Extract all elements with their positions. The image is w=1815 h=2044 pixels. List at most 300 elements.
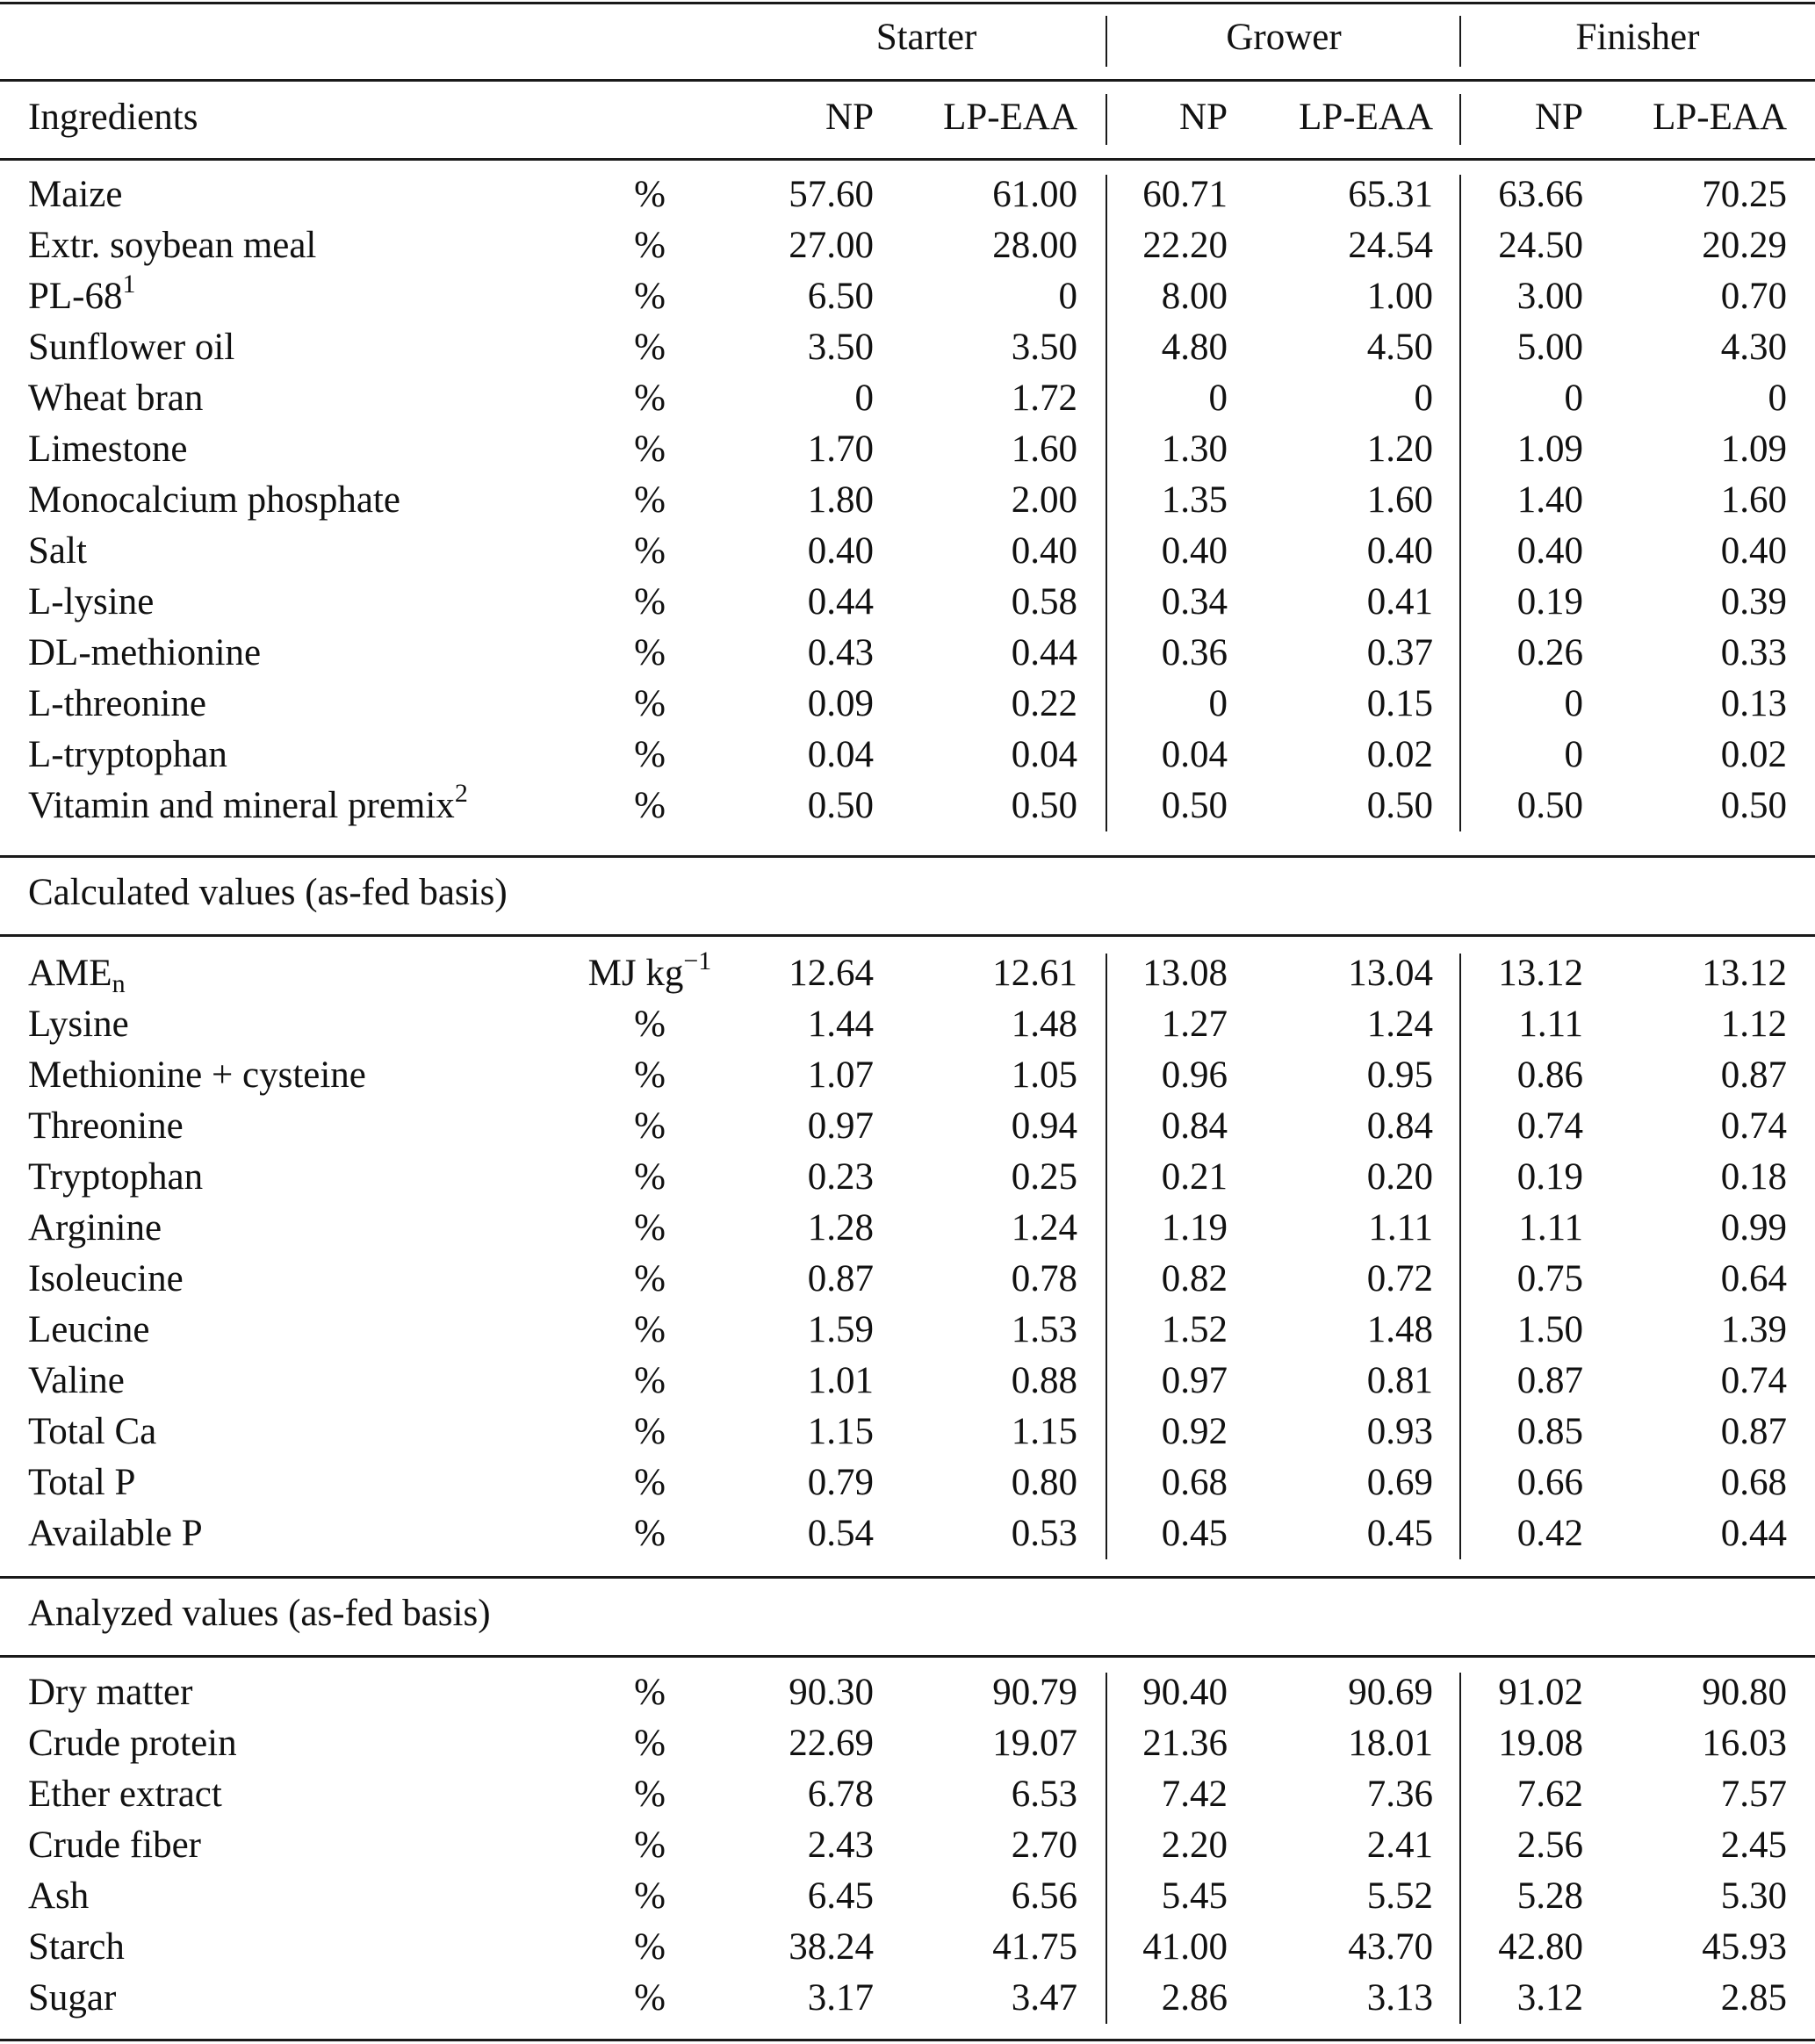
value-cell: 1.00 bbox=[1366, 276, 1433, 317]
value-cell: 0.04 bbox=[807, 734, 874, 775]
row-label-text: L-threonine bbox=[28, 683, 206, 724]
table-row bbox=[0, 1407, 1815, 1457]
row-label bbox=[28, 1718, 237, 1769]
value-cell: 2.86 bbox=[1161, 1977, 1228, 2019]
row-unit-text: % bbox=[634, 530, 666, 572]
value-cell: 28.00 bbox=[992, 225, 1077, 266]
value-cell: 1.15 bbox=[1011, 1411, 1077, 1452]
phase-divider bbox=[1459, 954, 1461, 1559]
phase-divider bbox=[1459, 1673, 1461, 2024]
row-label-text: DL-methionine bbox=[28, 632, 262, 673]
value-cell: 90.40 bbox=[1142, 1672, 1228, 1713]
value-cell: 1.80 bbox=[807, 479, 874, 521]
row-unit-text: % bbox=[634, 683, 666, 724]
value-cell: 2.20 bbox=[1161, 1824, 1228, 1866]
row-label-text: Starch bbox=[28, 1926, 125, 1968]
row-unit-text: MJ kg bbox=[587, 953, 684, 994]
row-label bbox=[28, 526, 87, 577]
row-unit-text: % bbox=[634, 1105, 666, 1147]
value-cell: 0.26 bbox=[1516, 632, 1583, 673]
value-cell: 3.17 bbox=[807, 1977, 874, 2019]
row-label-text: Salt bbox=[28, 530, 87, 572]
value-cell: 19.08 bbox=[1498, 1723, 1583, 1764]
value-cell: 0.64 bbox=[1720, 1258, 1787, 1299]
value-cell: 90.80 bbox=[1702, 1672, 1787, 1713]
value-cell: 1.28 bbox=[807, 1207, 874, 1249]
value-cell: 0.85 bbox=[1516, 1411, 1583, 1452]
value-cell: 42.80 bbox=[1498, 1926, 1583, 1968]
section-rule bbox=[0, 855, 1815, 858]
value-cell: 0.53 bbox=[1011, 1513, 1077, 1554]
row-label bbox=[28, 475, 400, 526]
row-label bbox=[28, 730, 227, 781]
value-cell: 0.20 bbox=[1366, 1156, 1433, 1198]
row-label-text: Limestone bbox=[28, 428, 188, 470]
value-cell: 0.82 bbox=[1161, 1258, 1228, 1299]
row-label bbox=[28, 1973, 116, 2024]
row-label-text: Available P bbox=[28, 1513, 203, 1554]
value-cell: 0.94 bbox=[1011, 1105, 1077, 1147]
value-cell: 7.62 bbox=[1516, 1774, 1583, 1815]
row-label bbox=[28, 220, 316, 271]
row-label-text: Sunflower oil bbox=[28, 327, 235, 368]
table-row bbox=[0, 1457, 1815, 1508]
value-cell: 0.40 bbox=[1011, 530, 1077, 572]
value-cell: 41.75 bbox=[992, 1926, 1077, 1968]
row-label bbox=[28, 1305, 149, 1356]
table-row bbox=[0, 1973, 1815, 2024]
row-label bbox=[28, 1050, 366, 1101]
row-label-text: Lysine bbox=[28, 1004, 129, 1045]
value-cell: 0.50 bbox=[1516, 785, 1583, 826]
value-cell: 3.12 bbox=[1516, 1977, 1583, 2019]
row-label bbox=[28, 1457, 135, 1508]
diet-header: LP-EAA bbox=[943, 97, 1077, 138]
value-cell: 0.34 bbox=[1161, 581, 1228, 623]
value-cell: 0.87 bbox=[1720, 1054, 1787, 1096]
row-label bbox=[28, 271, 136, 322]
value-cell: 3.00 bbox=[1516, 276, 1583, 317]
value-cell: 0 bbox=[1564, 734, 1583, 775]
value-cell: 0.40 bbox=[1161, 530, 1228, 572]
value-cell: 91.02 bbox=[1498, 1672, 1583, 1713]
value-cell: 1.15 bbox=[807, 1411, 874, 1452]
row-unit-text: % bbox=[634, 1513, 666, 1554]
value-cell: 0.43 bbox=[807, 632, 874, 673]
phase-header-grower: Grower bbox=[1226, 17, 1342, 58]
value-cell: 1.70 bbox=[807, 428, 874, 470]
value-cell: 90.79 bbox=[992, 1672, 1077, 1713]
row-label-text: Threonine bbox=[28, 1105, 184, 1147]
row-label-text: Total Ca bbox=[28, 1411, 157, 1452]
value-cell: 7.42 bbox=[1161, 1774, 1228, 1815]
row-label-text: Ash bbox=[28, 1875, 90, 1917]
row-label bbox=[28, 1203, 162, 1254]
row-label bbox=[28, 628, 261, 679]
value-cell: 0.58 bbox=[1011, 581, 1077, 623]
row-unit-text: % bbox=[634, 276, 666, 317]
row-label-text: Isoleucine bbox=[28, 1258, 184, 1299]
footnote-marker: 1 bbox=[122, 270, 136, 299]
value-cell: 0.69 bbox=[1366, 1462, 1433, 1503]
value-cell: 2.43 bbox=[807, 1824, 874, 1866]
phase-divider bbox=[1106, 954, 1107, 1559]
value-cell: 1.07 bbox=[807, 1054, 874, 1096]
row-label-text: Valine bbox=[28, 1360, 125, 1401]
value-cell: 1.48 bbox=[1366, 1309, 1433, 1350]
value-cell: 1.09 bbox=[1516, 428, 1583, 470]
value-cell: 0.68 bbox=[1720, 1462, 1787, 1503]
row-unit-text: % bbox=[634, 174, 666, 215]
row-unit-text: % bbox=[634, 1054, 666, 1096]
table-row bbox=[0, 1667, 1815, 1718]
value-cell: 0.36 bbox=[1161, 632, 1228, 673]
row-unit-text: % bbox=[634, 1926, 666, 1968]
phase-divider bbox=[1459, 175, 1461, 831]
value-cell: 0.54 bbox=[807, 1513, 874, 1554]
table-row bbox=[0, 1508, 1815, 1559]
value-cell: 43.70 bbox=[1348, 1926, 1433, 1968]
value-cell: 5.00 bbox=[1516, 327, 1583, 368]
value-cell: 24.50 bbox=[1498, 225, 1583, 266]
value-cell: 1.01 bbox=[807, 1360, 874, 1401]
table-row bbox=[0, 628, 1815, 679]
value-cell: 0.21 bbox=[1161, 1156, 1228, 1198]
value-cell: 0.50 bbox=[1366, 785, 1433, 826]
value-cell: 16.03 bbox=[1702, 1723, 1787, 1764]
value-cell: 13.12 bbox=[1702, 953, 1787, 994]
value-cell: 13.12 bbox=[1498, 953, 1583, 994]
row-unit-text: % bbox=[634, 1875, 666, 1917]
row-unit-text: % bbox=[634, 428, 666, 470]
row-unit-text: % bbox=[634, 378, 666, 419]
phase-divider bbox=[1106, 175, 1107, 831]
table-row bbox=[0, 1101, 1815, 1152]
table-row bbox=[0, 1922, 1815, 1973]
row-label-text: Monocalcium phosphate bbox=[28, 479, 400, 521]
row-label bbox=[28, 1667, 192, 1718]
row-label bbox=[28, 1101, 184, 1152]
diet-header: NP bbox=[825, 97, 874, 138]
row-unit-text: % bbox=[634, 225, 666, 266]
value-cell: 0.87 bbox=[807, 1258, 874, 1299]
table-row bbox=[0, 1356, 1815, 1407]
value-cell: 0.68 bbox=[1161, 1462, 1228, 1503]
value-cell: 0.74 bbox=[1720, 1360, 1787, 1401]
table-row bbox=[0, 526, 1815, 577]
bottom-rule bbox=[0, 2039, 1815, 2041]
value-cell: 0.81 bbox=[1366, 1360, 1433, 1401]
value-cell: 1.40 bbox=[1516, 479, 1583, 521]
value-cell: 60.71 bbox=[1142, 174, 1228, 215]
header-bottom-rule bbox=[0, 158, 1815, 161]
table-row bbox=[0, 1305, 1815, 1356]
table-row bbox=[0, 1820, 1815, 1871]
value-cell: 0.92 bbox=[1161, 1411, 1228, 1452]
value-cell: 0.13 bbox=[1720, 683, 1787, 724]
value-cell: 0 bbox=[1564, 683, 1583, 724]
value-cell: 5.45 bbox=[1161, 1875, 1228, 1917]
row-label bbox=[28, 1820, 201, 1871]
row-label-text: L-lysine bbox=[28, 581, 155, 623]
value-cell: 5.52 bbox=[1366, 1875, 1433, 1917]
value-cell: 0.70 bbox=[1720, 276, 1787, 317]
value-cell: 1.52 bbox=[1161, 1309, 1228, 1350]
value-cell: 0.97 bbox=[807, 1105, 874, 1147]
value-cell: 4.30 bbox=[1720, 327, 1787, 368]
value-cell: 1.44 bbox=[807, 1004, 874, 1045]
diet-header: NP bbox=[1535, 97, 1583, 138]
diet-header: NP bbox=[1179, 97, 1228, 138]
footnote-marker: 2 bbox=[454, 779, 468, 808]
value-cell: 1.24 bbox=[1011, 1207, 1077, 1249]
value-cell: 0.72 bbox=[1366, 1258, 1433, 1299]
row-unit-text: % bbox=[634, 1774, 666, 1815]
row-label-text: Ether extract bbox=[28, 1774, 222, 1815]
table-row bbox=[0, 1050, 1815, 1101]
row-unit-text: % bbox=[634, 1824, 666, 1866]
value-cell: 1.48 bbox=[1011, 1004, 1077, 1045]
row-unit-text: % bbox=[634, 1156, 666, 1198]
value-cell: 0.88 bbox=[1011, 1360, 1077, 1401]
value-cell: 2.56 bbox=[1516, 1824, 1583, 1866]
table-row bbox=[0, 679, 1815, 730]
section-title: Calculated values (as-fed basis) bbox=[28, 872, 508, 913]
row-label-text: Maize bbox=[28, 174, 123, 215]
value-cell: 0.50 bbox=[1161, 785, 1228, 826]
value-cell: 2.45 bbox=[1720, 1824, 1787, 1866]
header-rule bbox=[0, 79, 1815, 82]
value-cell: 0.74 bbox=[1720, 1105, 1787, 1147]
value-cell: 0.19 bbox=[1516, 581, 1583, 623]
row-unit-text: % bbox=[634, 327, 666, 368]
value-cell: 1.12 bbox=[1720, 1004, 1787, 1045]
row-label-text: AME bbox=[28, 953, 112, 994]
row-label-text: Vitamin and mineral premix bbox=[28, 785, 455, 826]
top-rule bbox=[0, 2, 1815, 4]
value-cell: 20.29 bbox=[1702, 225, 1787, 266]
value-cell: 1.50 bbox=[1516, 1309, 1583, 1350]
table-row bbox=[0, 730, 1815, 781]
value-cell: 0.39 bbox=[1720, 581, 1787, 623]
phase-divider bbox=[1106, 16, 1107, 67]
row-label-text: Leucine bbox=[28, 1309, 150, 1350]
value-cell: 1.19 bbox=[1161, 1207, 1228, 1249]
value-cell: 0.86 bbox=[1516, 1054, 1583, 1096]
value-cell: 0.04 bbox=[1011, 734, 1077, 775]
value-cell: 3.47 bbox=[1011, 1977, 1077, 2019]
value-cell: 0 bbox=[1564, 378, 1583, 419]
value-cell: 1.27 bbox=[1161, 1004, 1228, 1045]
row-label bbox=[28, 948, 126, 999]
row-label-text: Wheat bran bbox=[28, 378, 204, 419]
diet-header: LP-EAA bbox=[1299, 97, 1433, 138]
value-cell: 0.66 bbox=[1516, 1462, 1583, 1503]
value-cell: 0 bbox=[1768, 378, 1787, 419]
value-cell: 0 bbox=[854, 378, 874, 419]
value-cell: 7.36 bbox=[1366, 1774, 1433, 1815]
row-unit-text: % bbox=[634, 1723, 666, 1764]
value-cell: 2.70 bbox=[1011, 1824, 1077, 1866]
value-cell: 12.64 bbox=[789, 953, 874, 994]
value-cell: 1.35 bbox=[1161, 479, 1228, 521]
row-label-text: Arginine bbox=[28, 1207, 162, 1249]
value-cell: 6.78 bbox=[807, 1774, 874, 1815]
table-row bbox=[0, 1718, 1815, 1769]
value-cell: 0.87 bbox=[1516, 1360, 1583, 1401]
value-cell: 19.07 bbox=[992, 1723, 1077, 1764]
value-cell: 0.44 bbox=[1011, 632, 1077, 673]
value-cell: 61.00 bbox=[992, 174, 1077, 215]
value-cell: 0.19 bbox=[1516, 1156, 1583, 1198]
value-cell: 0.15 bbox=[1366, 683, 1433, 724]
table-row bbox=[0, 1769, 1815, 1820]
value-cell: 0.37 bbox=[1366, 632, 1433, 673]
value-cell: 0.41 bbox=[1366, 581, 1433, 623]
value-cell: 0.96 bbox=[1161, 1054, 1228, 1096]
value-cell: 0.09 bbox=[807, 683, 874, 724]
value-cell: 6.56 bbox=[1011, 1875, 1077, 1917]
row-label bbox=[28, 1769, 222, 1820]
row-label bbox=[28, 1922, 125, 1973]
row-label bbox=[28, 781, 468, 831]
value-cell: 1.53 bbox=[1011, 1309, 1077, 1350]
value-cell: 0.87 bbox=[1720, 1411, 1787, 1452]
value-cell: 13.08 bbox=[1142, 953, 1228, 994]
row-label-text: Methionine + cysteine bbox=[28, 1054, 366, 1096]
ingredients-header: Ingredients bbox=[28, 97, 198, 138]
value-cell: 90.69 bbox=[1348, 1672, 1433, 1713]
table-row bbox=[0, 220, 1815, 271]
row-unit-text: % bbox=[634, 1258, 666, 1299]
value-cell: 0 bbox=[1058, 276, 1077, 317]
value-cell: 18.01 bbox=[1348, 1723, 1433, 1764]
value-cell: 1.30 bbox=[1161, 428, 1228, 470]
value-cell: 0.45 bbox=[1366, 1513, 1433, 1554]
phase-divider bbox=[1106, 1673, 1107, 2024]
row-unit-text: % bbox=[634, 479, 666, 521]
value-cell: 8.00 bbox=[1161, 276, 1228, 317]
value-cell: 0.93 bbox=[1366, 1411, 1433, 1452]
row-label-text: Sugar bbox=[28, 1977, 117, 2019]
phase-divider bbox=[1459, 16, 1461, 67]
value-cell: 27.00 bbox=[789, 225, 874, 266]
value-cell: 1.72 bbox=[1011, 378, 1077, 419]
row-label-text: Crude fiber bbox=[28, 1824, 202, 1866]
value-cell: 0.22 bbox=[1011, 683, 1077, 724]
unit-exponent: −1 bbox=[683, 946, 712, 975]
value-cell: 38.24 bbox=[789, 1926, 874, 1968]
value-cell: 1.05 bbox=[1011, 1054, 1077, 1096]
value-cell: 65.31 bbox=[1348, 174, 1433, 215]
value-cell: 0.50 bbox=[1720, 785, 1787, 826]
row-unit-text: % bbox=[634, 632, 666, 673]
value-cell: 0.44 bbox=[1720, 1513, 1787, 1554]
row-label-text: Total P bbox=[28, 1462, 136, 1503]
value-cell: 4.50 bbox=[1366, 327, 1433, 368]
table-row bbox=[0, 1871, 1815, 1922]
value-cell: 0.99 bbox=[1720, 1207, 1787, 1249]
value-cell: 6.53 bbox=[1011, 1774, 1077, 1815]
value-cell: 90.30 bbox=[789, 1672, 874, 1713]
value-cell: 0.25 bbox=[1011, 1156, 1077, 1198]
value-cell: 12.61 bbox=[992, 953, 1077, 994]
table-row bbox=[0, 577, 1815, 628]
value-cell: 6.50 bbox=[807, 276, 874, 317]
diet-header: LP-EAA bbox=[1653, 97, 1787, 138]
value-cell: 22.20 bbox=[1142, 225, 1228, 266]
row-label bbox=[28, 1356, 125, 1407]
value-cell: 1.60 bbox=[1366, 479, 1433, 521]
row-label bbox=[28, 577, 154, 628]
value-cell: 0 bbox=[1208, 683, 1228, 724]
value-cell: 0.80 bbox=[1011, 1462, 1077, 1503]
subheader-row bbox=[0, 92, 1815, 143]
value-cell: 41.00 bbox=[1142, 1926, 1228, 1968]
value-cell: 0.84 bbox=[1366, 1105, 1433, 1147]
value-cell: 1.59 bbox=[807, 1309, 874, 1350]
value-cell: 7.57 bbox=[1720, 1774, 1787, 1815]
value-cell: 1.09 bbox=[1720, 428, 1787, 470]
value-cell: 0.40 bbox=[1516, 530, 1583, 572]
row-unit-text: % bbox=[634, 1462, 666, 1503]
table-row bbox=[0, 424, 1815, 475]
value-cell: 0.45 bbox=[1161, 1513, 1228, 1554]
value-cell: 0.78 bbox=[1011, 1258, 1077, 1299]
row-label bbox=[28, 1254, 184, 1305]
value-cell: 0.97 bbox=[1161, 1360, 1228, 1401]
value-cell: 45.93 bbox=[1702, 1926, 1787, 1968]
value-cell: 13.04 bbox=[1348, 953, 1433, 994]
value-cell: 2.85 bbox=[1720, 1977, 1787, 2019]
value-cell: 0.42 bbox=[1516, 1513, 1583, 1554]
value-cell: 2.00 bbox=[1011, 479, 1077, 521]
row-unit-text: % bbox=[634, 1672, 666, 1713]
value-cell: 0.50 bbox=[807, 785, 874, 826]
row-unit-text: % bbox=[634, 1309, 666, 1350]
section-title-rule bbox=[0, 934, 1815, 937]
table-row bbox=[0, 999, 1815, 1050]
row-unit-text: % bbox=[634, 734, 666, 775]
value-cell: 0.02 bbox=[1720, 734, 1787, 775]
table-row bbox=[0, 1152, 1815, 1203]
table-row bbox=[0, 1254, 1815, 1305]
value-cell: 0.79 bbox=[807, 1462, 874, 1503]
phase-header-starter: Starter bbox=[875, 17, 977, 58]
row-unit-text: % bbox=[634, 785, 666, 826]
row-unit-text: % bbox=[634, 581, 666, 623]
phase-header-finisher: Finisher bbox=[1575, 17, 1700, 58]
section-title: Analyzed values (as-fed basis) bbox=[28, 1593, 491, 1634]
row-label bbox=[28, 1508, 203, 1559]
value-cell: 0.33 bbox=[1720, 632, 1787, 673]
value-cell: 22.69 bbox=[789, 1723, 874, 1764]
table-row bbox=[0, 1203, 1815, 1254]
value-cell: 3.13 bbox=[1366, 1977, 1433, 2019]
value-cell: 0 bbox=[1414, 378, 1433, 419]
value-cell: 5.28 bbox=[1516, 1875, 1583, 1917]
value-cell: 4.80 bbox=[1161, 327, 1228, 368]
row-label bbox=[28, 1871, 89, 1922]
value-cell: 0.18 bbox=[1720, 1156, 1787, 1198]
row-label bbox=[28, 373, 203, 424]
row-label bbox=[28, 322, 234, 373]
value-cell: 0.74 bbox=[1516, 1105, 1583, 1147]
row-label-text: PL-68 bbox=[28, 276, 123, 317]
row-label-text: L-tryptophan bbox=[28, 734, 227, 775]
value-cell: 1.11 bbox=[1518, 1004, 1583, 1045]
phase-divider bbox=[1106, 94, 1107, 145]
